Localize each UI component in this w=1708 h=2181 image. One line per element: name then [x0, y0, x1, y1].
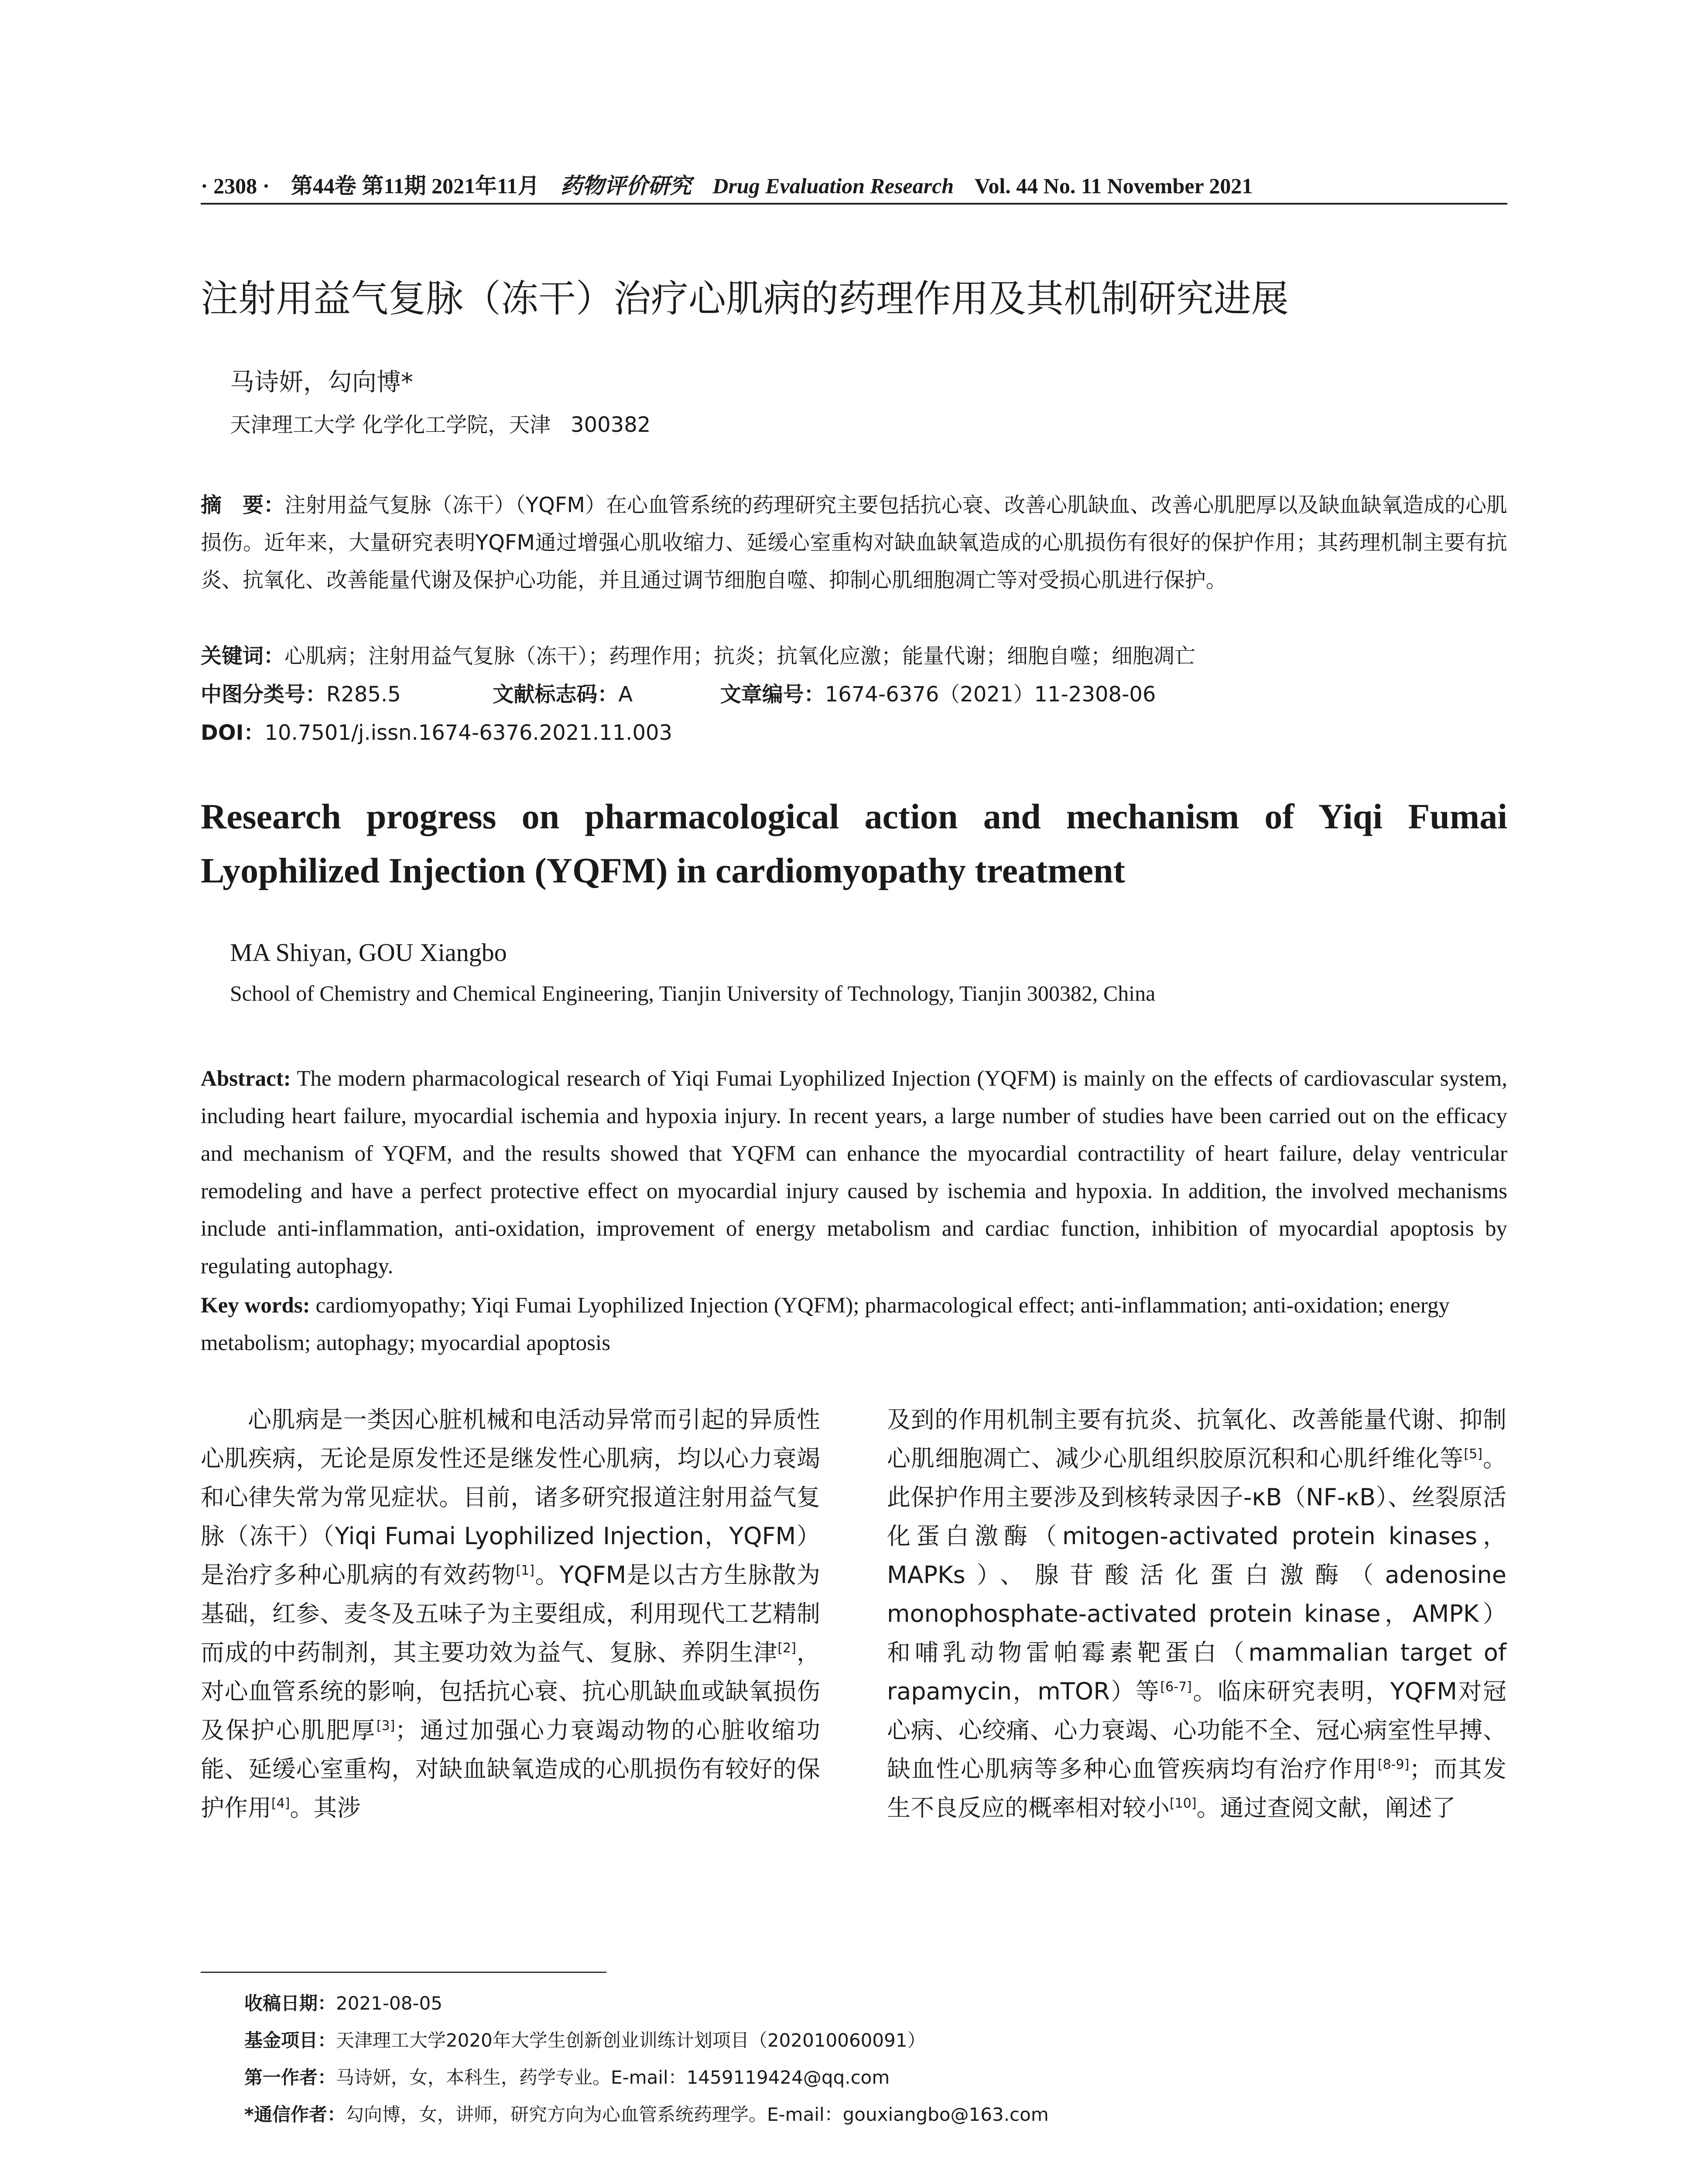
- doi-line: [201, 716, 672, 746]
- doi-value[interactable]: 10.7501/j.issn.1674-6376.2021.11.003: [264, 721, 673, 745]
- clc-label: 中图分类号：: [201, 682, 327, 707]
- issue-en: Vol. 44 No. 11 November 2021: [974, 174, 1253, 198]
- citation-ref[interactable]: [10]: [1170, 1796, 1197, 1811]
- affiliation-en: School of Chemistry and Chemical Engineering, Tianjin University of Technology, Tianjin 300382, China: [230, 981, 1156, 1005]
- footnote-corresponding-author: [244, 2100, 1049, 2126]
- first-author-label: 第一作者：: [244, 2067, 336, 2088]
- doc-code-label: 文献标志码：: [493, 682, 619, 707]
- body-text: 心肌病是一类因心脏机械和电活动异常而引起的异质性心肌疾病，无论是原发性还是继发性心肌病，均以心力衰竭和心律失常为常见症状。目前，诸多研究报道注射用益气复脉（冻干）（Yiqi Fumai Lyophilized Injection，YQFM）是治疗多种心肌病的有效药物: [201, 1406, 820, 1589]
- article-number-value: 1674-6376（2021）11-2308-06: [825, 682, 1156, 707]
- article-title-cn: 注射用益气复脉（冻干）治疗心肌病的药理作用及其机制研究进展: [201, 277, 1289, 321]
- affiliation-cn: 天津理工大学 化学化工学院，天津 300382: [230, 413, 651, 437]
- citation-ref[interactable]: [8-9]: [1377, 1757, 1410, 1772]
- fund-label: 基金项目：: [244, 2030, 336, 2051]
- citation-ref[interactable]: [1]: [516, 1563, 535, 1578]
- body-text: 。YQFM是以古方生脉散为基础，红参、麦冬及五味子为主要组成，利用现代工艺精制而成的中药制剂，其主要功效为益气、复脉、养阴生津: [201, 1561, 821, 1666]
- received-label: 收稿日期：: [244, 1993, 336, 2014]
- doc-code-value: A: [618, 682, 633, 707]
- abstract-cn-label: 摘 要：: [201, 493, 285, 517]
- classification-line: [201, 677, 1156, 708]
- body-text: 及到的作用机制主要有抗炎、抗氧化、改善能量代谢、抑制心肌细胞凋亡、减少心肌组织胶原沉积和心肌纤维化等: [887, 1406, 1506, 1472]
- abstract-cn: [201, 486, 1507, 599]
- authors-en: MA Shiyan, GOU Xiangbo: [230, 938, 507, 967]
- citation-ref[interactable]: [2]: [777, 1641, 796, 1656]
- body-column-right: [887, 1400, 1506, 1827]
- keywords-cn-label: 关键词：: [201, 644, 285, 668]
- citation-ref[interactable]: [6-7]: [1160, 1679, 1192, 1695]
- article-title-en: Research progress on pharmacological action and mechanism of Yiqi Fumai Lyophilized Injection (YQFM) in cardiomyopathy treatment: [201, 797, 1507, 890]
- abstract-cn-text: 注射用益气复脉（冻干）（YQFM）在心血管系统的药理研究主要包括抗心衰、改善心肌缺血、改善心肌肥厚以及缺血缺氧造成的心肌损伤。近年来，大量研究表明YQFM通过增强心肌收缩力、延缓心室重构对缺血缺氧造成的心肌损伤有很好的保护作用；其药理机制主要有抗炎、抗氧化、改善能量代谢及保护心功能，并且通过调节细胞自噬、抑制心肌细胞凋亡等对受损心肌进行保护。: [201, 493, 1507, 592]
- keywords-en-label: Key words:: [201, 1293, 310, 1318]
- body-text: 。临床研究表明，YQFM对冠心病、心绞痛、心力衰竭、心功能不全、冠心病室性早搏、缺血性心肌病等多种心血管疾病均有治疗作用: [887, 1678, 1507, 1783]
- first-author-value: 马诗妍，女，本科生，药学专业。E-mail：1459119424@qq.com: [336, 2067, 890, 2088]
- citation-ref[interactable]: [3]: [376, 1718, 395, 1733]
- journal-name-en: Drug Evaluation Research: [712, 174, 954, 198]
- body-text: 。通过查阅文献，阐述了: [1196, 1794, 1456, 1822]
- body-text: ；而其发生不良反应的概率相对较小: [887, 1755, 1507, 1822]
- footnote-first-author: [244, 2063, 890, 2089]
- abstract-en: [201, 1060, 1507, 1285]
- keywords-cn-text: 心肌病；注射用益气复脉（冻干）；药理作用；抗炎；抗氧化应激；能量代谢；细胞自噬；细胞凋亡: [284, 644, 1196, 668]
- keywords-cn: [201, 639, 1195, 669]
- citation-ref[interactable]: [4]: [271, 1796, 290, 1811]
- doi-label: DOI：: [201, 721, 265, 745]
- body-text: ，对心血管系统的影响，包括抗心衰、抗心肌缺血或缺氧损伤及保护心肌肥厚: [201, 1639, 821, 1744]
- keywords-en-text: cardiomyopathy; Yiqi Fumai Lyophilized Injection (YQFM); pharmacological effect; anti-inflammation; anti-oxidation; energy metabolism; autophagy; myocardial apoptosis: [201, 1293, 1450, 1355]
- keywords-en: [201, 1287, 1507, 1362]
- body-text: ；通过加强心力衰竭动物的心脏收缩功能、延缓心室重构，对缺血缺氧造成的心肌损伤有较好的保护作用: [201, 1716, 821, 1822]
- running-header: [201, 168, 1509, 199]
- article-number-label: 文章编号：: [720, 682, 825, 707]
- corresponding-author-value: 勾向博，女，讲师，研究方向为心血管系统药理学。E-mail：gouxiangbo@163.com: [345, 2104, 1049, 2125]
- citation-ref[interactable]: [5]: [1464, 1446, 1482, 1462]
- journal-name-cn: 药物评价研究: [560, 173, 691, 198]
- body-text: 。其涉: [290, 1794, 361, 1822]
- footnote-received: [244, 1989, 442, 2015]
- authors-cn: 马诗妍，勾向博*: [230, 368, 413, 397]
- abstract-en-text: The modern pharmacological research of Yiqi Fumai Lyophilized Injection (YQFM) is mainly on the effects of cardiovascular system, including heart failure, myocardial ischemia and hypoxia injury. In recent years, a large number of studies have been carried out on the efficacy and mechanism of YQFM, and the results showed that YQFM can enhance the myocardial contractility of heart failure, delay ventricular remodeling and have a perfect protective effect on myocardial injury caused by ischemia and hypoxia. In addition, the involved mechanisms include anti-inflammation, anti-oxidation, improvement of energy metabolism and cardiac function, inhibition of myocardial apoptosis by regulating autophagy.: [201, 1067, 1507, 1279]
- footnote-fund: [244, 2026, 926, 2052]
- corresponding-author-label: *通信作者：: [244, 2104, 346, 2125]
- abstract-en-label: Abstract:: [201, 1067, 291, 1091]
- body-column-left: [201, 1400, 820, 1827]
- header-divider: [201, 203, 1507, 205]
- footnote-divider: [201, 1972, 606, 1973]
- fund-value: 天津理工大学2020年大学生创新创业训练计划项目（202010060091）: [336, 2030, 926, 2051]
- clc-value: R285.5: [326, 682, 401, 707]
- page-number: · 2308 ·: [201, 174, 270, 198]
- issue-cn: 第44卷 第11期 2021年11月: [291, 174, 540, 198]
- body-text: 。此保护作用主要涉及到核转录因子-κB（NF-κB）、丝裂原活化蛋白激酶（mitogen-activated protein kinases，MAPKs）、腺苷酸活化蛋白激酶（adenosine monophosphate-activated protein kinase，AMPK）和哺乳动物雷帕霉素靶蛋白（mammalian target of rapamycin，mTOR）等: [887, 1445, 1507, 1705]
- received-value: 2021-08-05: [336, 1993, 443, 2014]
